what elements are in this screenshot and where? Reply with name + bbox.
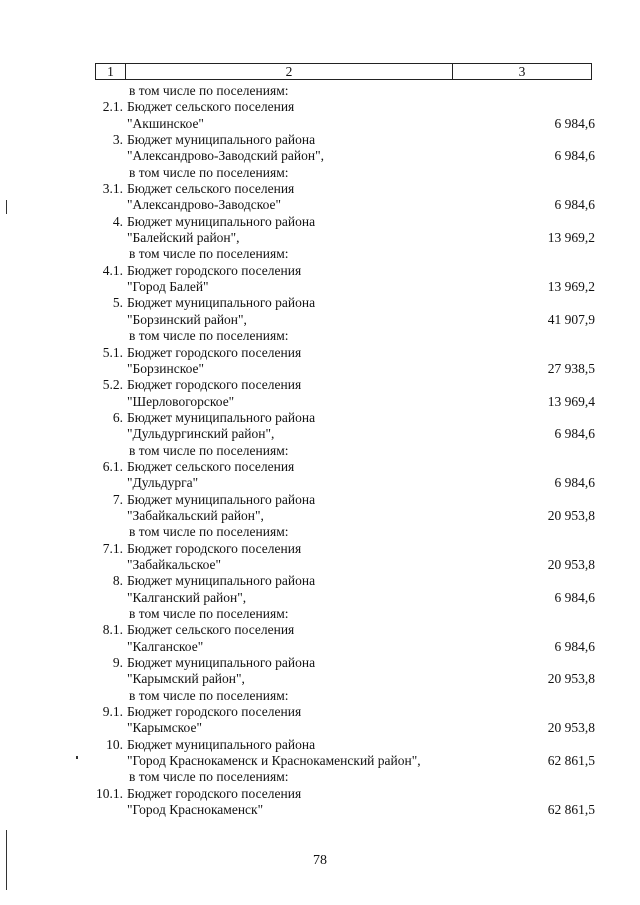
table-row (0, 99, 640, 115)
row-number: 4.1. (102, 262, 123, 278)
table-row (0, 132, 640, 148)
page-number: 78 (313, 853, 327, 868)
header-col-2: 2 (126, 64, 453, 79)
row-value: 6 984,6 (554, 148, 595, 164)
row-text: "Александрово-Заводский район", (127, 148, 324, 164)
table-row (0, 737, 640, 753)
table-row (0, 769, 640, 785)
row-text: "Дульдургинский район", (127, 426, 275, 442)
row-number: 5.2. (102, 377, 123, 393)
row-text: "Шерловогорское" (127, 393, 235, 409)
row-number: 2.1. (102, 99, 123, 115)
subtotal-caption: в том числе по поселениям: (129, 687, 289, 703)
table-row (0, 622, 640, 638)
row-number: 8.1. (102, 622, 123, 638)
table-row (0, 165, 640, 181)
table-row (0, 590, 640, 606)
row-text: "Дульдурга" (127, 475, 199, 491)
subtotal-caption: в том числе по поселениям: (129, 442, 289, 458)
table-row (0, 377, 640, 393)
row-value: 20 953,8 (547, 671, 595, 687)
row-text: "Балейский район", (127, 230, 240, 246)
row-number: 9. (112, 655, 123, 671)
table-row (0, 655, 640, 671)
table-row (0, 475, 640, 491)
table-row (0, 671, 640, 687)
row-value: 6 984,6 (554, 426, 595, 442)
table-row (0, 246, 640, 262)
row-text: Бюджет городского поселения (127, 704, 302, 720)
row-text: "Борзинский район", (127, 311, 247, 327)
table-row (0, 181, 640, 197)
scan-mark (6, 830, 7, 890)
row-text: "Александрово-Заводское" (127, 197, 282, 213)
row-text: Бюджет муниципального района (127, 655, 316, 671)
row-text: Бюджет сельского поселения (127, 181, 295, 197)
row-value: 27 938,5 (547, 360, 595, 376)
table-row (0, 312, 640, 328)
row-number: 7. (112, 491, 123, 507)
row-value: 20 953,8 (547, 507, 595, 523)
row-value: 6 984,6 (554, 475, 595, 491)
row-value: 13 969,4 (547, 393, 595, 409)
row-number: 10.1. (96, 785, 123, 801)
row-text: Бюджет муниципального района (127, 736, 316, 752)
subtotal-caption: в том числе по поселениям: (129, 83, 289, 98)
row-text: Бюджет городского поселения (127, 540, 302, 556)
table-row (0, 753, 640, 769)
row-value: 6 984,6 (554, 115, 595, 131)
table-row (0, 802, 640, 818)
row-value: 62 861,5 (547, 802, 595, 818)
table-row (0, 230, 640, 246)
table-row (0, 704, 640, 720)
row-value: 13 969,2 (547, 230, 595, 246)
row-text: "Город Краснокаменск и Краснокаменский район", (127, 753, 421, 769)
row-value: 62 861,5 (547, 753, 595, 769)
row-text: Бюджет муниципального района (127, 573, 316, 589)
scan-mark (76, 756, 78, 759)
row-text: Бюджет муниципального района (127, 295, 316, 311)
table-row (0, 279, 640, 295)
table-row (0, 541, 640, 557)
table-row (0, 116, 640, 132)
row-number: 3. (112, 132, 123, 148)
row-text: "Город Краснокаменск" (127, 802, 264, 818)
table-row (0, 786, 640, 802)
row-text: Бюджет городского поселения (127, 377, 302, 393)
row-text: "Борзинское" (127, 360, 204, 376)
subtotal-caption: в том числе по поселениям: (129, 769, 289, 785)
row-number: 3.1. (102, 181, 123, 197)
row-text: Бюджет городского поселения (127, 262, 302, 278)
row-number: 10. (106, 736, 123, 752)
row-text: Бюджет муниципального района (127, 491, 316, 507)
table-row (0, 426, 640, 442)
table-row (0, 557, 640, 573)
table-row (0, 459, 640, 475)
row-text: Бюджет муниципального района (127, 409, 316, 425)
row-text: Бюджет сельского поселения (127, 622, 295, 638)
table-row (0, 148, 640, 164)
table-row (0, 720, 640, 736)
table-row (0, 361, 640, 377)
row-text: "Забайкальский район", (127, 507, 264, 523)
row-value: 41 907,9 (547, 311, 595, 327)
row-text: Бюджет муниципального района (127, 132, 316, 148)
table-row (0, 688, 640, 704)
header-col-3: 3 (518, 64, 526, 79)
row-value: 20 953,8 (547, 720, 595, 736)
table-row (0, 573, 640, 589)
row-number: 8. (112, 573, 123, 589)
header-col-1: 1 (96, 64, 126, 79)
table-row (0, 214, 640, 230)
row-text: "Забайкальское" (127, 556, 221, 572)
row-number: 5.1. (102, 344, 123, 360)
table-row (0, 492, 640, 508)
subtotal-caption: в том числе по поселениям: (129, 606, 289, 621)
row-value: 6 984,6 (554, 638, 595, 654)
table-row (0, 295, 640, 311)
row-number: 4. (112, 213, 123, 229)
row-text: "Город Балей" (127, 279, 209, 295)
row-text: "Калганский район", (127, 589, 247, 605)
row-number: 9.1. (102, 704, 123, 720)
row-number: 6.1. (102, 458, 123, 474)
row-number: 6. (112, 409, 123, 425)
row-value: 6 984,6 (554, 197, 595, 213)
row-value: 6 984,6 (554, 589, 595, 605)
row-text: "Акшинское" (127, 115, 204, 131)
table-body (0, 83, 640, 818)
table-row (0, 410, 640, 426)
table-row (0, 345, 640, 361)
row-number: 7.1. (102, 540, 123, 556)
table-row (0, 524, 640, 540)
row-text: Бюджет городского поселения (127, 785, 302, 801)
subtotal-caption: в том числе по поселениям: (129, 524, 289, 540)
row-text: "Карымский район", (127, 671, 245, 687)
table-row (0, 508, 640, 524)
table-row (0, 443, 640, 459)
table-header (95, 63, 592, 80)
row-value: 20 953,8 (547, 556, 595, 572)
row-value: 13 969,2 (547, 279, 595, 295)
row-text: "Карымское" (127, 720, 202, 736)
table-row (0, 639, 640, 655)
row-text: Бюджет муниципального района (127, 213, 316, 229)
row-text: Бюджет городского поселения (127, 344, 302, 360)
table-row (0, 263, 640, 279)
subtotal-caption: в том числе по поселениям: (129, 164, 289, 180)
table-row (0, 197, 640, 213)
table-row (0, 606, 640, 622)
subtotal-caption: в том числе по поселениям: (129, 246, 289, 262)
table-row (0, 328, 640, 344)
row-text: Бюджет сельского поселения (127, 458, 295, 474)
row-text: Бюджет сельского поселения (127, 99, 295, 115)
scan-mark (6, 200, 7, 214)
table-row (0, 83, 640, 99)
subtotal-caption: в том числе по поселениям: (129, 328, 289, 344)
table-row (0, 394, 640, 410)
row-number: 5. (112, 295, 123, 311)
row-text: "Калганское" (127, 638, 204, 654)
